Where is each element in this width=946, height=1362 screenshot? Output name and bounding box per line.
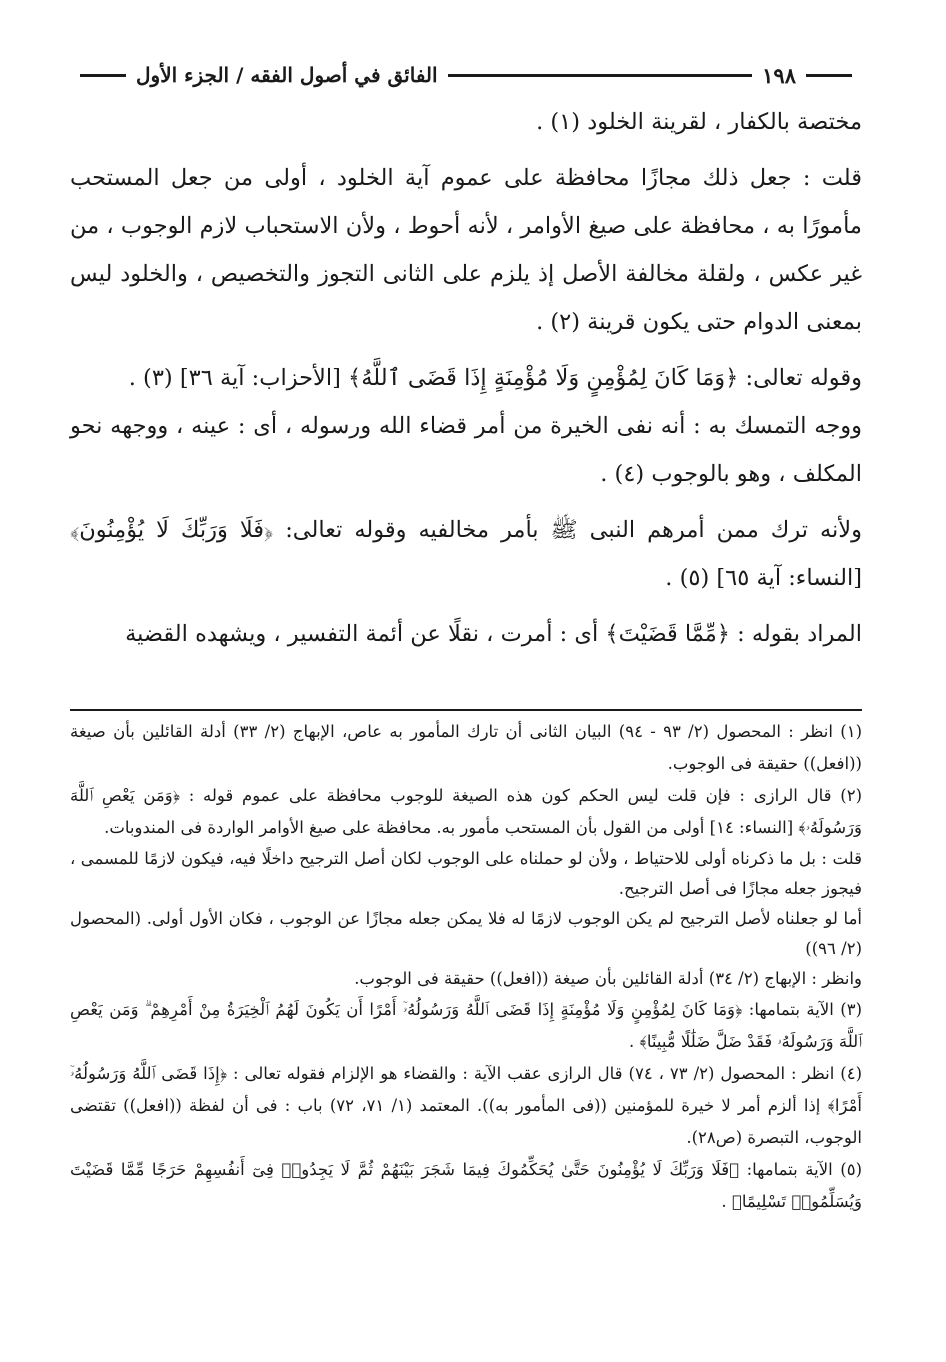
paragraph: المراد بقوله : ﴿مِّمَّا قَضَيْتَ﴾ أى : أمرت ، نقلًا عن أئمة التفسير ، ويشهده القضية: [125, 621, 862, 647]
paragraph: قلت : جعل ذلك مجازًا محافظة على عموم آية الخلود ، أولى من جعل المستحب مأمورًا به ، محافظة على صيغ الأوامر ، لأنه أحوط ، ولأن الاستحباب لازم الوجوب ، من غير عكس ، ولقلة مخالفة الأصل إذ يلزم على الثانى التجوز والتخصيص ، والخلود ليس بمعنى الدوام حتى يكون قرينة (٢) .: [70, 165, 862, 335]
paragraph: مختصة بالكفار ، لقرينة الخلود (١) .: [536, 109, 862, 135]
paragraph: وقوله تعالى: ﴿وَمَا كَانَ لِمُؤْمِنٍ وَلَا مُؤْمِنَةٍ إِذَا قَضَى ٱللَّهُ﴾ [الأحزاب: آية ٣٦] (٣) .: [128, 365, 862, 391]
footnotes: [70, 716, 862, 1218]
paragraph: ولأنه ترك ممن أمرهم النبى ﷺ بأمر مخالفيه وقوله تعالى: ﴿فَلَا وَرَبِّكَ لَا يُؤْمِنُونَ﴾ [النساء: آية ٦٥] (٥) .: [70, 517, 862, 591]
book-title: الفائق في أصول الفقه / الجزء الأول: [136, 63, 438, 87]
header-rule-right: [806, 74, 852, 77]
footnote-continuation: أما لو جعلناه لأصل الترجيح لم يكن الوجوب لازمًا له فلا يمكن جعله مجازًا عن الوجوب ، فكان الأول أولى. (المحصول (٢/ ٩٦)): [70, 909, 862, 958]
footnote: (٤) انظر : المحصول (٢/ ٧٣ ، ٧٤) قال الرازى عقب الآية : والقضاء هو الإلزام فقوله تعالى : ﴿إِذَا قَضَى ٱللَّهُ وَرَسُولُهُۥٓ أَمْرًا﴾ إذا ألزم أمر لا خيرة للمؤمنين ((فى المأمور به)). المعتمد (١/ ٧١، ٧٢) باب : فى أن لفظة ((افعل)) تقتضى الوجوب، التبصرة (ص٢٨).: [70, 1064, 862, 1147]
header-rule-left: [80, 74, 126, 77]
main-text: [70, 98, 862, 658]
footnote: (٣) الآية بتمامها: ﴿وَمَا كَانَ لِمُؤْمِنٍ وَلَا مُؤْمِنَةٍ إِذَا قَضَى ٱللَّهُ وَرَسُولُهُۥٓ أَمْرًا أَن يَكُونَ لَهُمُ ٱلْخِيَرَةُ مِنْ أَمْرِهِمْ ۗ وَمَن يَعْصِ ٱللَّهَ وَرَسُولَهُۥ فَقَدْ ضَلَّ ضَلَٰلًا مُّبِينًا﴾ .: [70, 1000, 862, 1051]
footnote-continuation: وانظر : الإبهاج (٢/ ٣٤) أدلة القائلين بأن صيغة ((افعل)) حقيقة فى الوجوب.: [354, 969, 862, 988]
footnote: (٢) قال الرازى : فإن قلت ليس الحكم كون هذه الصيغة للوجوب محافظة على عموم قوله : ﴿وَمَن يَعْصِ ٱللَّهَ وَرَسُولَهُۥ﴾ [النساء: ١٤] أولى من القول بأن المستحب مأمور به. محافظة على صيغ الأوامر الواردة فى المندوبات.: [70, 786, 862, 837]
page: [70, 58, 862, 658]
footnote-separator: [70, 709, 862, 711]
paragraph: ووجه التمسك به : أنه نفى الخيرة من أمر قضاء الله ورسوله ، أى : عينه ، ووجهه نحو المكلف ، وهو بالوجوب (٤) .: [70, 413, 862, 487]
footnote: (١) انظر : المحصول (٢/ ٩٣ - ٩٤) البيان الثانى أن تارك المأمور به عاص، الإبهاج (٢/ ٣٣) أدلة القائلين بأن صيغة ((افعل)) حقيقة فى الوجوب.: [70, 722, 863, 773]
footnote-continuation: قلت : بل ما ذكرناه أولى للاحتياط ، ولأن لو حملناه على الوجوب لكان أصل الترجيح داخلًا فيه، فيكون لازمًا للمسمى ، فيجوز جعله مجازًا فى أصل الترجيح.: [70, 849, 862, 898]
footnote: (٥) الآية بتمامها: ﴿فَلَا وَرَبِّكَ لَا يُؤْمِنُونَ حَتَّىٰ يُحَكِّمُوكَ فِيمَا شَجَرَ بَيْنَهُمْ ثُمَّ لَا يَجِدُوا۟ فِىٓ أَنفُسِهِمْ حَرَجًا مِّمَّا قَضَيْتَ وَيُسَلِّمُوا۟ تَسْلِيمًا﴾ .: [70, 1160, 862, 1211]
header-rule-middle: [448, 74, 753, 77]
running-header: [70, 58, 862, 92]
page-number: ١٩٨: [762, 62, 796, 88]
